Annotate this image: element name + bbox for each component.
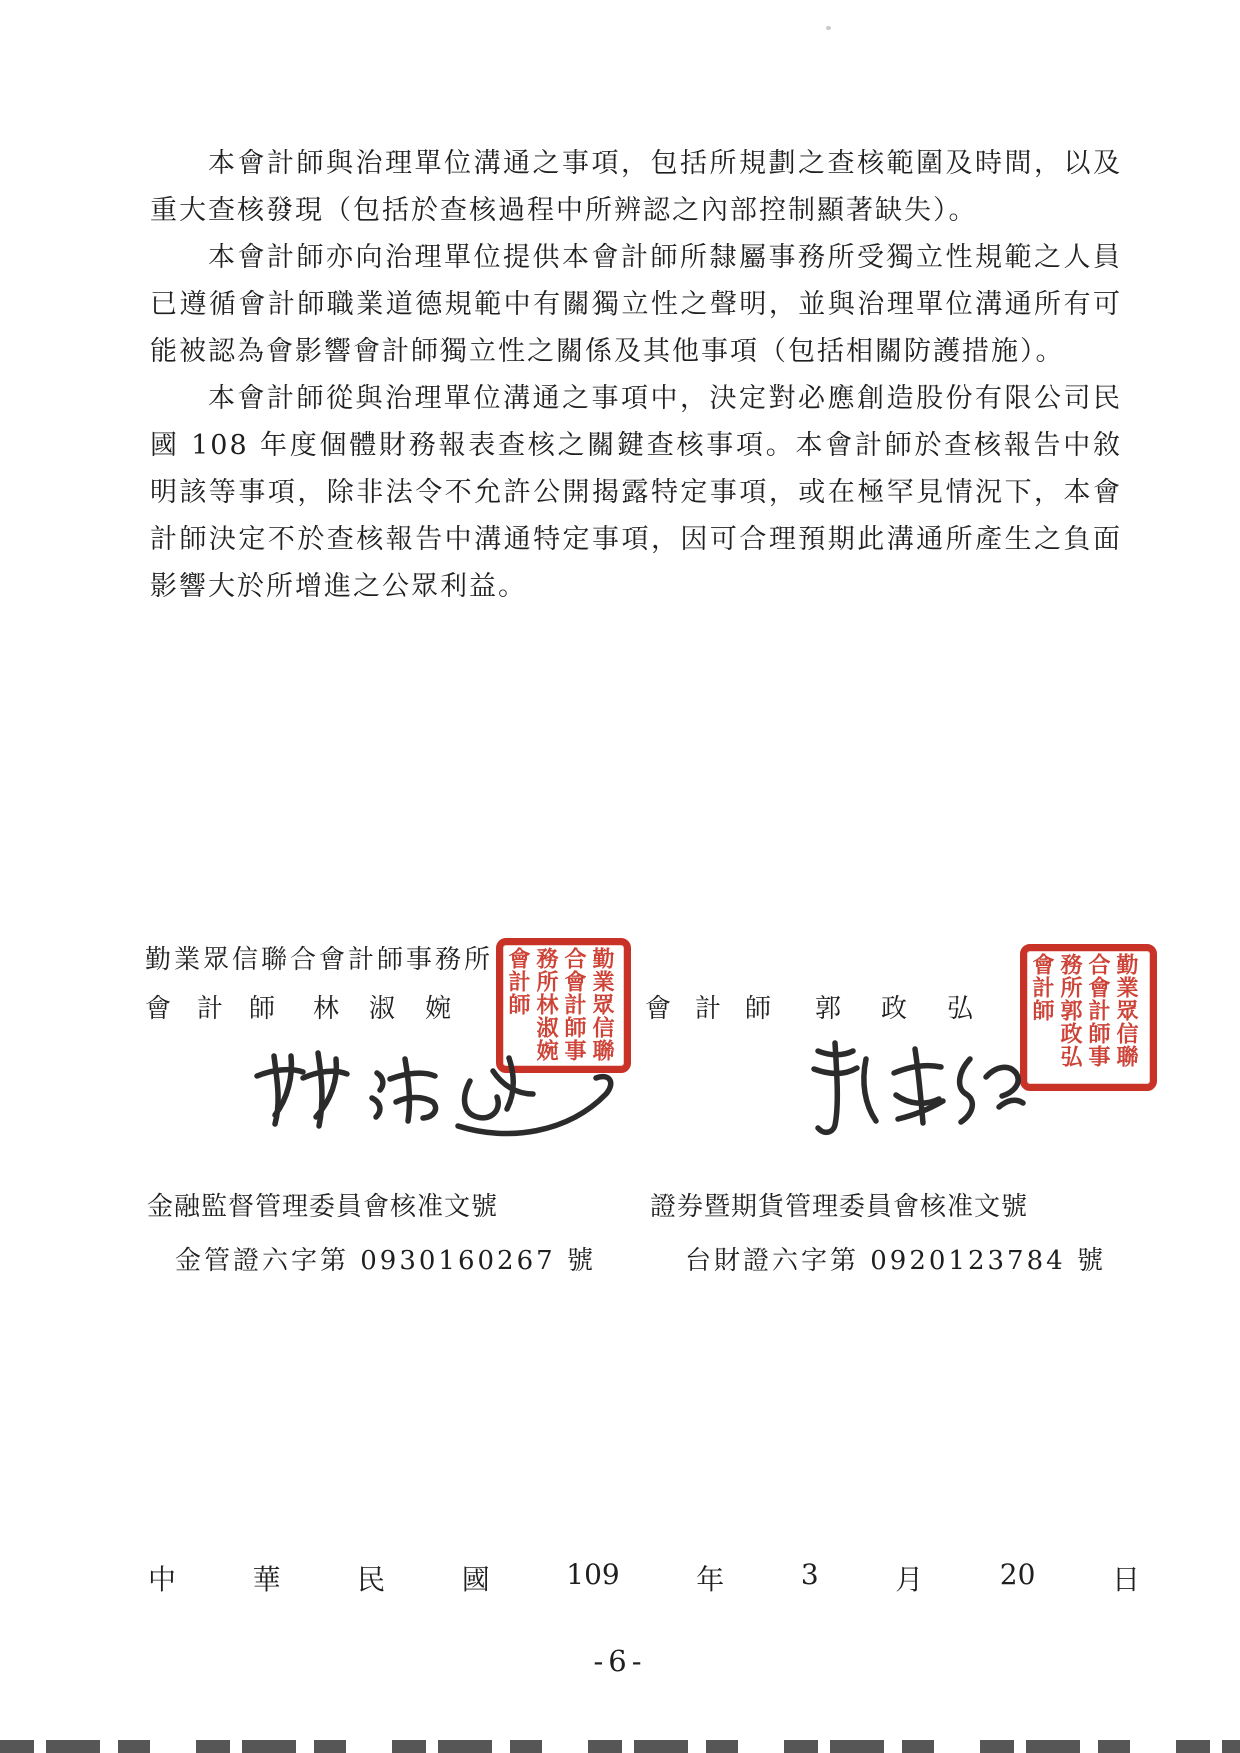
- date-token-day: 20: [999, 1558, 1036, 1591]
- approval-sfc: [650, 1186, 1106, 1277]
- scan-edge-artifact: [0, 1740, 1240, 1753]
- date-token: 民: [357, 1563, 386, 1596]
- date-token: 年: [696, 1563, 725, 1596]
- date-token: 月: [895, 1563, 924, 1596]
- date-token: 華: [252, 1563, 281, 1596]
- date-token: 國: [461, 1563, 490, 1596]
- firm-name: 勤業眾信聯合會計師事務所: [145, 945, 494, 975]
- paragraph-independence-statement: 本會計師亦向治理單位提供本會計師所隸屬事務所受獨立性規範之人員已遵循會計師職業道德規範中有關獨立性之聲明，並與治理單位溝通所有可能被認為會影響會計師獨立性之關係及其他事項（包括相關防護措施）。: [150, 242, 1122, 367]
- handwritten-signature-kuo-cheng-hung: [790, 1033, 1027, 1145]
- approval-sfc-title: 證券暨期貨管理委員會核准文號: [650, 1192, 1029, 1222]
- date-token-month: 3: [800, 1558, 819, 1591]
- report-body-text: [150, 140, 1122, 610]
- accountant-left-title: 會計師: [145, 994, 302, 1024]
- paragraph-key-audit-matters: 本會計師從與治理單位溝通之事項中，決定對必應創造股份有限公司民國 108 年度個體財務報表查核之關鍵查核事項。本會計師於查核報告中敘明該等事項，除非法令不允許公開揭露特定事項，或在極罕見情況下，本會計師決定不於查核報告中溝通特定事項，因可合理預期此溝通所產生之負面影響大於所增進之公眾利益。: [150, 383, 1122, 602]
- date-token-year: 109: [566, 1558, 620, 1591]
- date-token: 中: [148, 1563, 177, 1596]
- accountant-right-name: 郭政弘: [815, 994, 1014, 1024]
- roc-date-line: [148, 1558, 1140, 1598]
- seal-text-right: 勤業眾信聯合會計師事務所郭政弘會計師: [1029, 953, 1139, 1068]
- handwritten-signature-lin-shu-wan: [246, 1036, 638, 1142]
- approval-fsc: [147, 1186, 596, 1277]
- approval-fsc-number: 金管證六字第 0930160267 號: [175, 1246, 596, 1276]
- accountant-right-line: [645, 988, 1013, 1025]
- accountant-left-name: 林淑婉: [313, 994, 482, 1024]
- accountant-right-title: 會計師: [645, 994, 796, 1024]
- scan-speck-artifact: [826, 26, 831, 30]
- seal-text-left: 勤業眾信聯合會計師事務所林淑婉會計師: [505, 947, 615, 1062]
- paragraph-communication-scope: 本會計師與治理單位溝通之事項，包括所規劃之查核範圍及時間，以及重大查核發現（包括於查核過程中所辨認之內部控制顯著缺失）。: [150, 148, 1122, 226]
- approval-sfc-number: 台財證六字第 0920123784 號: [685, 1246, 1106, 1276]
- accountant-left-line: [145, 988, 481, 1025]
- red-seal-kuo-cheng-hung: [1020, 944, 1157, 1091]
- page-number: -6-: [593, 1644, 647, 1678]
- date-token: 日: [1111, 1563, 1140, 1596]
- approval-fsc-title: 金融監督管理委員會核准文號: [147, 1192, 499, 1222]
